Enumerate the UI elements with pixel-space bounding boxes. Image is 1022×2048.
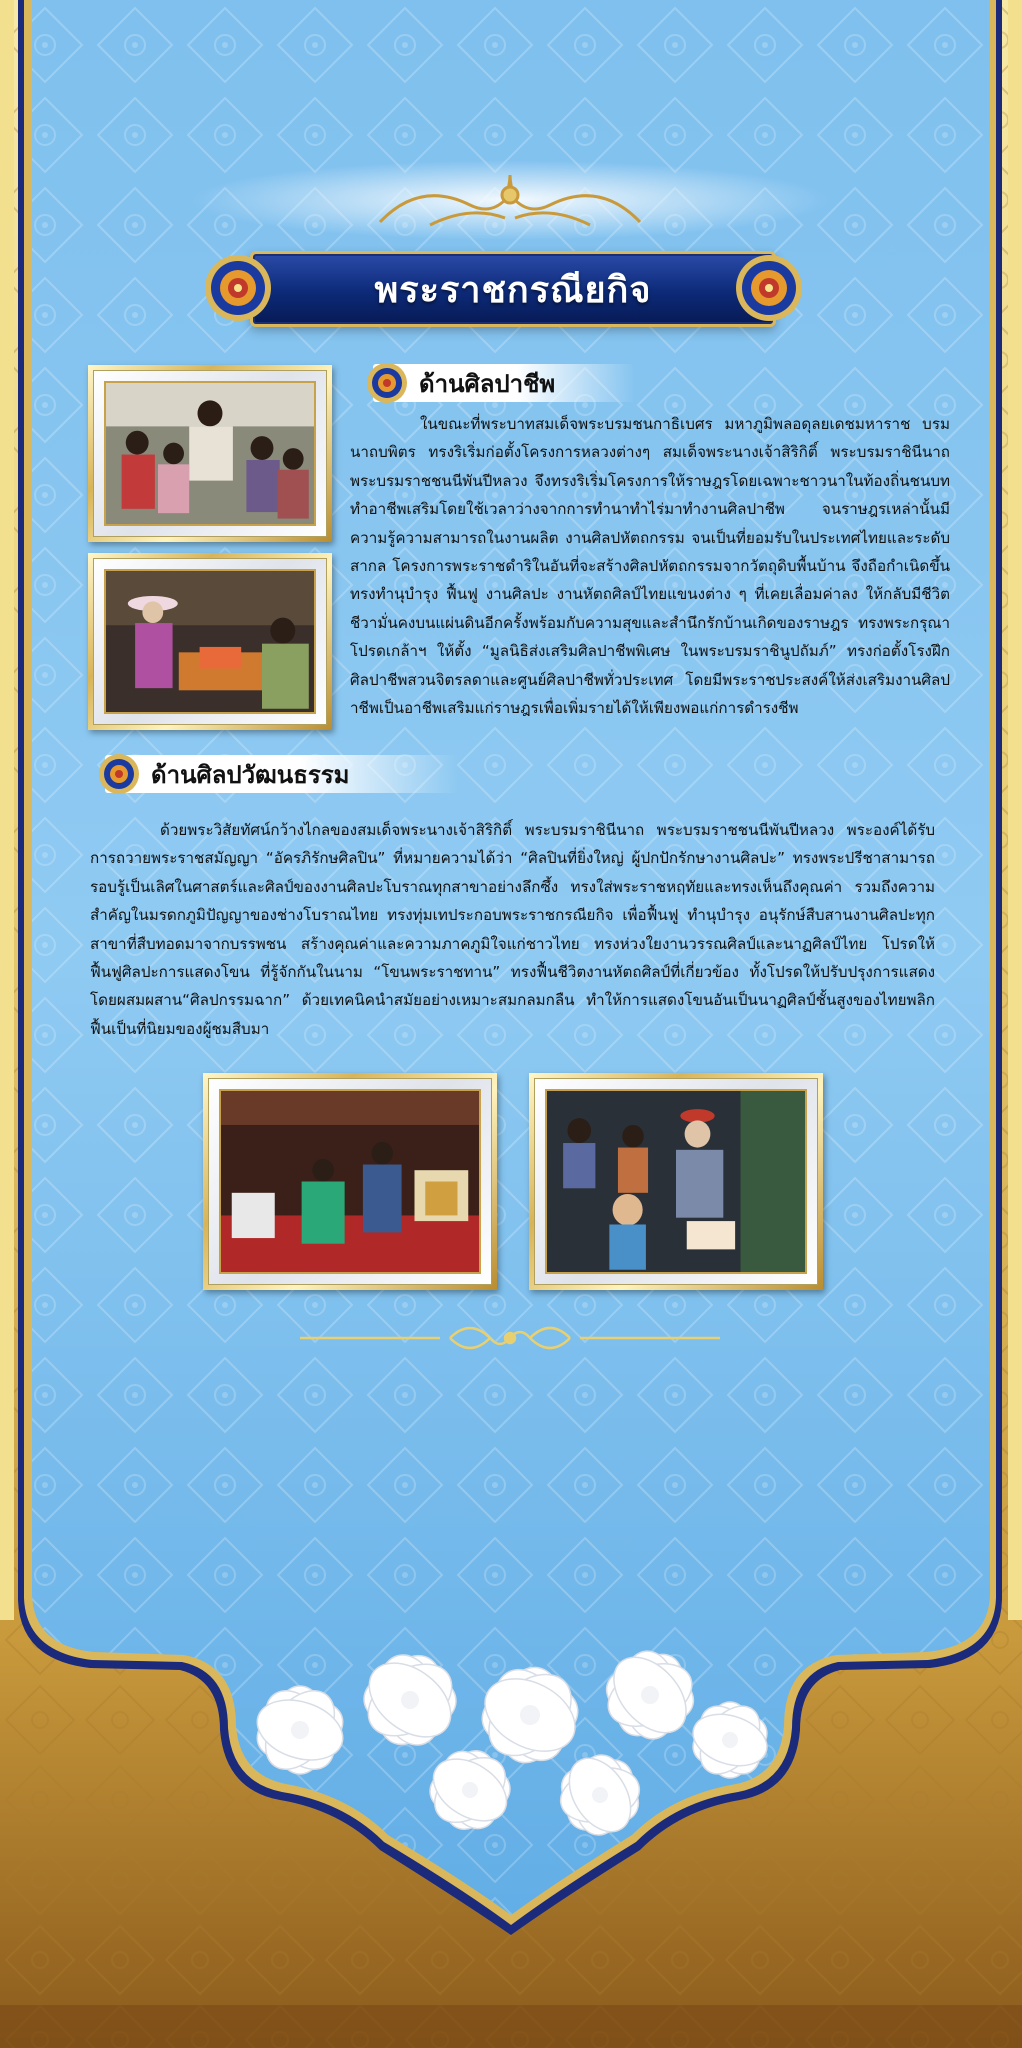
photo-queen-with-children bbox=[104, 381, 316, 526]
photo-queen-with-child bbox=[545, 1089, 807, 1274]
section2-ribbon bbox=[105, 755, 459, 793]
photo-frame-4 bbox=[529, 1073, 823, 1290]
section2-header bbox=[105, 752, 459, 796]
photo-queen-at-performance bbox=[219, 1089, 481, 1274]
right-medallion-icon bbox=[734, 253, 804, 323]
section1-body bbox=[350, 410, 950, 722]
section2-body bbox=[90, 816, 935, 1043]
section1-ribbon bbox=[373, 364, 635, 402]
section2-badge-icon bbox=[97, 752, 141, 796]
section2-paragraph: ด้วยพระวิสัยทัศน์กว้างไกลของสมเด็จพระนางเจ้าสิริกิติ์ พระบรมราชินีนาถ พระบรมราชชนนีพันปีหลวง พระองค์ได้รับการถวายพระราชสมัญญา “อัครภิรักษศิลปิน” ที่หมายความได้ว่า “ศิลปินที่ยิ่งใหญ่ ผู้ปกปักรักษางานศิลปะ” ทรงพระปรีชาสามารถรอบรู้เป็นเลิศในศาสตร์และศิลป์ของงานศิลปะโบราณทุกสาขาอย่างลึกซึ้ง ทรงใส่พระราชหฤทัยและทรงเห็นถึงคุณค่า รวมถึงความสำคัญในมรดกภูมิปัญญาของช่างโบราณไทย ทรงทุ่มเทประกอบพระราชกรณียกิจ เพื่อฟื้นฟู ทำนุบำรุง อนุรักษ์สืบสานงานศิลปะทุกสาขาที่สืบทอดมาจากบรรพชน สร้างคุณค่าและความภาคภูมิใจแก่ชาวไทย ทรงห่วงใยงานวรรณศิลป์และนาฏศิลป์ไทย โปรดให้ฟื้นฟูศิลปะการแสดงโขน ที่รู้จักกันในนาม “โขนพระราชทาน” ทรงฟื้นชีวิตงานหัตถศิลป์ที่เกี่ยวข้อง ทั้งโปรดให้ปรับปรุงการแสดงโดยผสมผสาน“ศิลปกรรมฉาก” ด้วยเทคนิคนำสมัยอย่างเหมาะสมกลมกลืน ทำให้การแสดงโขนอันเป็นนาฏศิลป์ชั้นสูงของไทยพลิกฟื้นเป็นที่นิยมของผู้ชมสืบมา bbox=[90, 821, 935, 1038]
section1-badge-icon bbox=[365, 361, 409, 405]
section2-heading: ด้านศิลปวัฒนธรรม bbox=[151, 760, 350, 789]
photo-frame-1 bbox=[88, 365, 332, 542]
section1-heading: ด้านศิลปาชีพ bbox=[419, 369, 556, 398]
jasmine-flowers-decoration bbox=[230, 1620, 790, 1850]
section1-paragraph: ในขณะที่พระบาทสมเด็จพระบรมชนกาธิเบศร มหาภูมิพลอดุลยเดชมหาราช บรมนาถบพิตร ทรงริเริ่มก่อตั้งโครงการหลวงต่างๆ สมเด็จพระนางเจ้าสิริกิติ์ พระบรมราชินีนาถ พระบรมราชชนนีพันปีหลวง จึงทรงริเริ่มโครงการให้ราษฎรโดยเฉพาะชาวนาในท้องถิ่นชนบท ทำอาชีพเสริมโดยใช้เวลาว่างจากการทำนาทำไร่มาทำงานศิลปาชีพ จนราษฎรเหล่านั้นมีความรู้ความสามารถในงานผลิต งานศิลปหัตถกรรม จนเป็นที่ยอมรับในประเทศไทยและระดับสากล โครงการพระราชดำริในอันที่จะสร้างศิลปหัตถกรรมจากวัตถุดิบพื้นบ้าน จึงถือกำเนิดขึ้น ทรงทำนุบำรุง ฟื้นฟู งานศิลปะ งานหัตถศิลป์ไทยแขนงต่าง ๆ ที่เคยเลื่อมค่าลง ให้กลับมีชีวิตชีวามั่นคงบนแผ่นดินอีกครั้งพร้อมกับความสุขและสำนึกรักบ้านเกิดของราษฎร ทรงพระกรุณาโปรดเกล้าฯ ให้ตั้ง “มูลนิธิส่งเสริมศิลปาชีพพิเศษ ในพระบรมราชินูปถัมภ์” ทรงก่อตั้งโรงฝึกศิลปาชีพสวนจิตรลดาและศูนย์ศิลปาชีพทั่วประเทศ โดยมีพระราชประสงค์ให้ส่งเสริมงานศิลปาชีพเป็นอาชีพเสริมแก่ราษฎรเพื่อเพิ่มรายได้ให้เพียงพอแก่การดำรงชีพ bbox=[350, 415, 950, 718]
title-banner bbox=[250, 245, 770, 327]
left-medallion-icon bbox=[203, 253, 273, 323]
photo-frame-2 bbox=[88, 553, 332, 730]
section1-header bbox=[373, 361, 635, 405]
page-title: พระราชกรณียกิจ bbox=[374, 269, 652, 311]
title-bar bbox=[250, 251, 776, 327]
photo-frame-3 bbox=[203, 1073, 497, 1290]
photo-queen-viewing-silk bbox=[104, 569, 316, 714]
